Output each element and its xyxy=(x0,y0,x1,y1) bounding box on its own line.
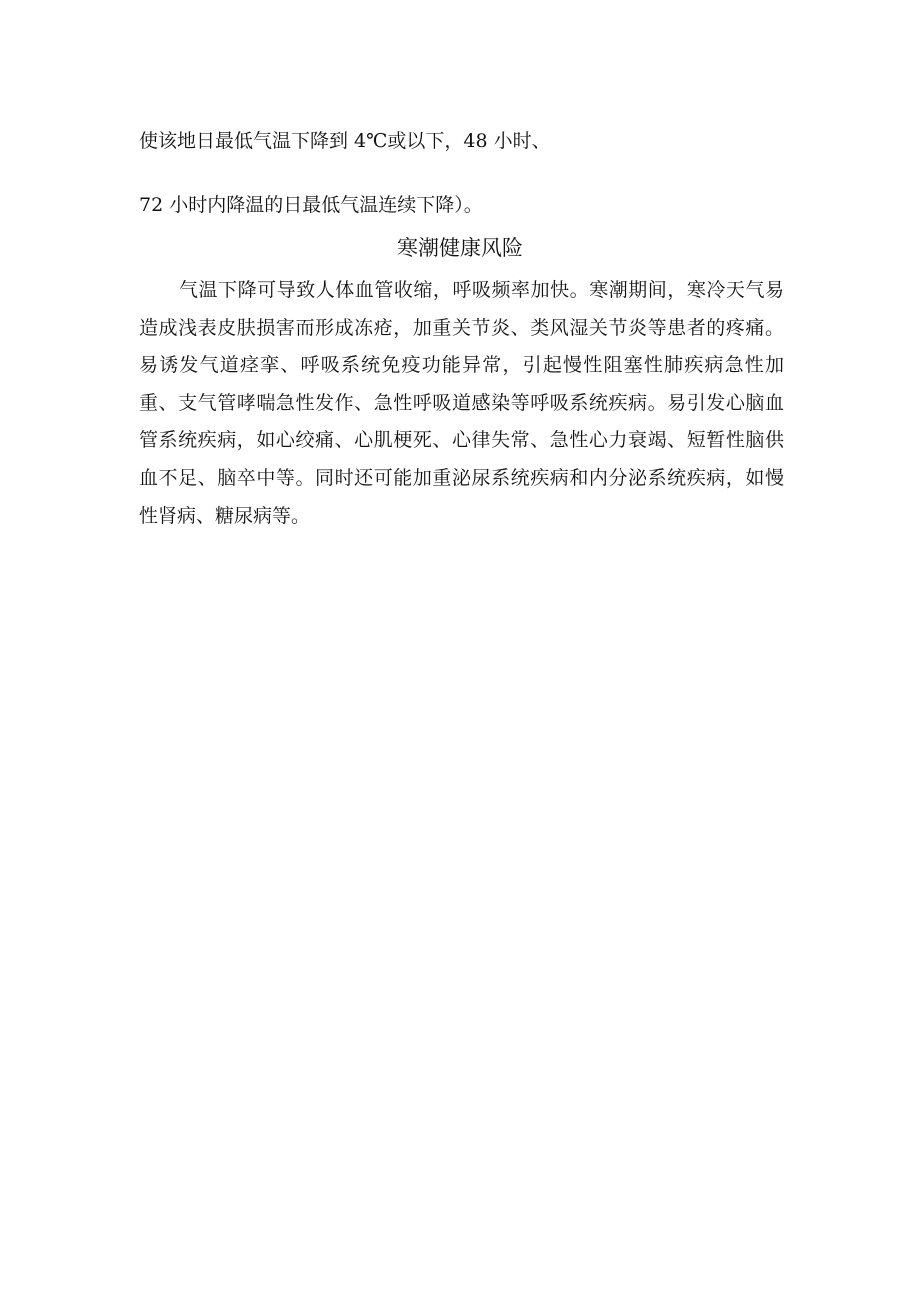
intro-line-2: 72 小时内降温的日最低气温连续下降）。 xyxy=(139,194,483,216)
section-heading: 寒潮健康风险 xyxy=(397,236,523,260)
section-paragraph: 气温下降可导致人体血管收缩，呼吸频率加快。寒潮期间，寒冷天气易造成浅表皮肤损害而形成冻疮，加重关节炎、类风湿关节炎等患者的疼痛。易诱发气道痉挛、呼吸系统免疫功能异常，引起慢性阻塞性肺疾病急性加重、支气管哮喘急性发作、急性呼吸道感染等呼吸系统疾病。易引发心脑血管系统疾病，如心绞痛、心肌梗死、心律失常、急性心力衰竭、短暂性脑供血不足、脑卒中等。同时还可能加重泌尿系统疾病和内分泌系统疾病，如慢性肾病、糖尿病等。 xyxy=(139,279,784,527)
intro-line-1: 使该地日最低气温下降到 4℃或以下，48 小时、 xyxy=(139,130,551,152)
